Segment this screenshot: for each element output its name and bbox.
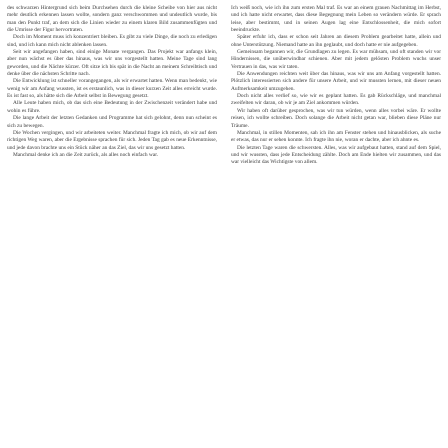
paragraph: Doch im Moment muss ich konzentriert bleiben. Es gibt zu viele Dinge, die noch zu erledigen sind, und ich kann mich nicht ablenken lassen. <box>7 34 217 48</box>
paragraph: Seit wir angefangen haben, sind einige Monate vergangen. Das Projekt war anfangs klein, aber nun wächst es über das hinaus, was wir uns vorgestellt hatten. Meine Tage sind lang geworden, und die Nächte kürzer. Oft sitze ich bis spät in die Nacht an meinem Schreibtisch und denke über die nächsten Schritte nach. <box>7 49 217 78</box>
paragraph: Manchmal denke ich an die Zeit zurück, als alles noch einfach war. <box>13 151 159 158</box>
paragraph: Später erfuhr ich, dass er schon seit Jahren an diesem Problem gearbeitet hatte, allein und ohne Unterstützung. Niemand hatte an ihn geglaubt, und doch hatte er nie aufgegeben. <box>231 34 441 48</box>
left-text-column <box>7 5 217 443</box>
paragraph: Wir haben oft darüber gesprochen, was wir tun würden, wenn alles vorbei wäre. Er wollte reisen, ich wollte schreiben. Doch solange die Arbeit nicht getan war, blieben diese Pläne nur Träume. <box>231 107 441 129</box>
paragraph: Die lange Arbeit der letzten Gedanken und Programme hat sich gelohnt, denn nun scheint es sich zu bewegen. <box>7 115 217 129</box>
paragraph: Ich weiß noch, wie ich ihn zum ersten Mal traf. Es war an einem grauen Nachmittag im Herbst, und ich hatte nicht erwartet, dass diese Begegnung mein Leben so verändern würde. Er sprach leise, aber bestimmt, und in seinen Augen lag eine Entschlossenheit, die mich sofort beeindruckte. <box>231 5 441 34</box>
paragraph: Die letzten Tage waren die schwersten. Alles, was wir aufgebaut hatten, stand auf dem Spiel, und wir wussten, dass jede Entscheidung zählte. Doch am Ende hielten wir zusammen, und das war vielleicht das Wichtigste von allem. <box>231 144 441 166</box>
paragraph: Gemeinsam begannen wir, die Grundlagen zu legen. Es war mühsam, und oft standen wir vor Hindernissen, die unüberwindbar schienen. Aber mit jedem gelösten Problem wuchs unser Vertrauen in das, was wir taten. <box>231 49 441 70</box>
paragraph: des schwarzen Hintergrund sich beim Durchsehen durch die kleine Scheibe von hier aus nicht mehr deutlich erkennen lassen wollte, sondern ganz verschwommen und undeutlich wurde, bis man den Punkt traf, an dem sich die Linien wieder zu einem klaren Bild zusammenfügten und die Umrisse der Figur hervortraten. <box>7 5 217 34</box>
paragraph: Doch nicht alles verlief so, wie wir es geplant hatten. Es gab Rückschläge, und manchmal zweifelten wir daran, ob wir je am Ziel ankommen würden. <box>231 93 441 107</box>
paragraph: Die Entwicklung ist schneller vorangegangen, als wir erwartet hatten. Wenn man bedenkt, wie wenig wir am Anfang wussten, ist es erstaunlich, was in dieser kurzen Zeit alles erreicht wurde. Es ist fast so, als hätte sich die Arbeit selbst in Bewegung gesetzt. <box>7 78 217 100</box>
paragraph: Die Wochen vergingen, und wir arbeiteten weiter. Manchmal fragte ich mich, ob wir auf dem richtigen Weg waren, aber die Ergebnisse sprachen für sich. Jeden Tag gab es neue Erkenntnisse, und jede davon brachte uns ein Stück näher an das Ziel, das wir uns gesetzt hatten. <box>7 129 217 151</box>
right-text-column <box>231 5 441 443</box>
paragraph: Die Anwendungen reichten weit über das hinaus, was wir uns am Anfang vorgestellt hatten. Plötzlich interessierten sich andere für unsere Arbeit, und wir mussten lernen, mit dieser neuen Aufmerksamkeit umzugehen. <box>231 71 441 92</box>
paragraph: Alle Leute haben mich, ob das sich eine Bedeutung in der Zwischenzeit verändert habe und wohin es führe. <box>7 100 217 114</box>
paragraph: Manchmal, in stillen Momenten, sah ich ihn am Fenster stehen und hinausblicken, als suche er etwas, das nur er sehen konnte. Ich fragte ihn nie, woran er dachte, aber ich ahnte es. <box>231 129 441 144</box>
